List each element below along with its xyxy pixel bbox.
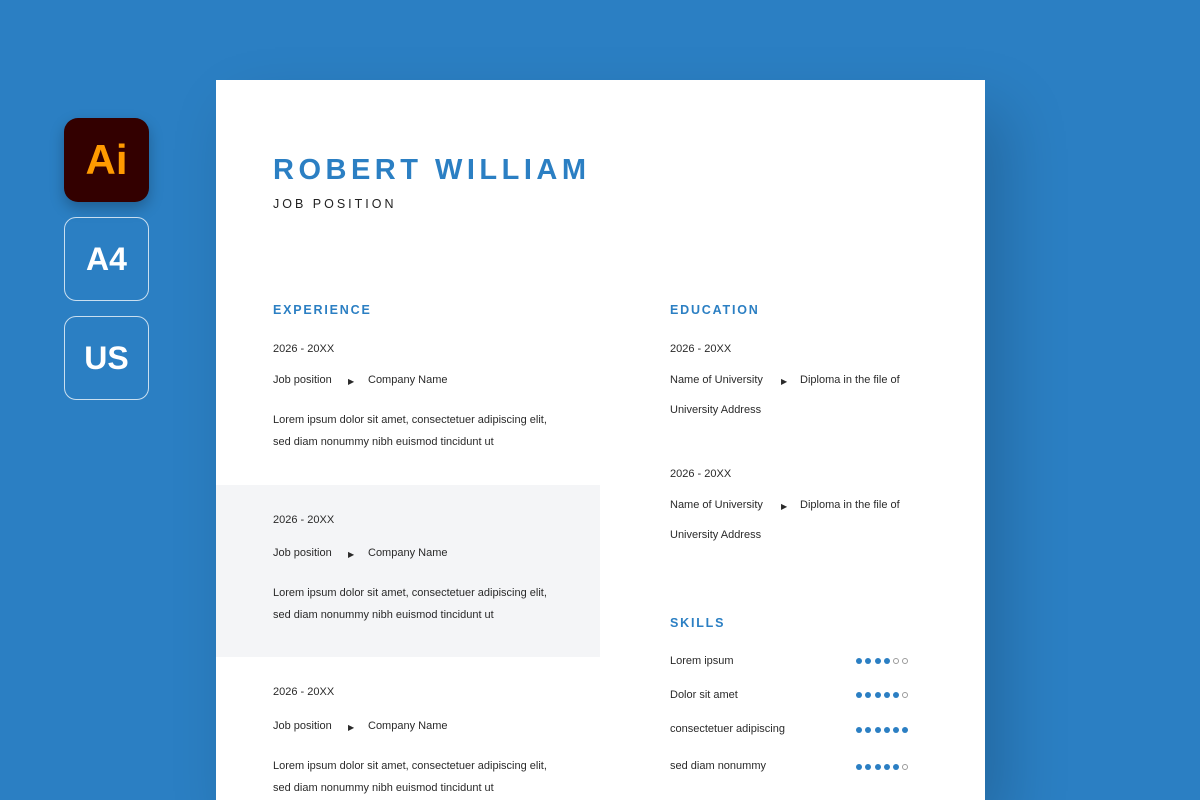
arrow-icon: ▶ (348, 723, 355, 732)
experience-role: Job position (273, 547, 332, 559)
rating-dot-filled (856, 658, 862, 664)
rating-dot-filled (893, 764, 899, 770)
rating-dot-filled (856, 692, 862, 698)
skill-label: Lorem ipsum (670, 655, 734, 667)
experience-company: Company Name (368, 547, 448, 559)
a4-badge: A4 (64, 217, 149, 301)
rating-dot-filled (875, 727, 881, 733)
experience-description (273, 755, 547, 799)
us-badge: US (64, 316, 149, 400)
rating-dot-filled (884, 764, 890, 770)
rating-dot-filled (865, 727, 871, 733)
arrow-icon: ▶ (781, 377, 788, 386)
education-date: 2026 - 20XX (670, 343, 732, 355)
arrow-icon: ▶ (348, 377, 355, 386)
rating-dot-filled (875, 692, 881, 698)
arrow-icon: ▶ (781, 502, 788, 511)
rating-dot-filled (875, 764, 881, 770)
description-line: Lorem ipsum dolor sit amet, consectetuer adipiscing elit, (273, 414, 547, 426)
education-address: University Address (670, 404, 762, 416)
description-line: Lorem ipsum dolor sit amet, consectetuer adipiscing elit, (273, 760, 547, 772)
rating-dot-filled (856, 727, 862, 733)
skill-label: sed diam nonummy (670, 760, 766, 772)
rating-dot-filled (902, 727, 908, 733)
rating-dot-empty (893, 658, 899, 664)
education-date: 2026 - 20XX (670, 468, 732, 480)
experience-highlight-band (216, 485, 600, 657)
rating-dot-filled (865, 692, 871, 698)
experience-date: 2026 - 20XX (273, 514, 335, 526)
illustrator-badge: Ai (64, 118, 149, 202)
experience-company: Company Name (368, 720, 448, 732)
description-line: sed diam nonummy nibh euismod tincidunt ut (273, 782, 494, 794)
rating-dot-filled (884, 658, 890, 664)
education-heading: EDUCATION (670, 303, 760, 317)
skills-heading: SKILLS (670, 616, 726, 630)
experience-company: Company Name (368, 374, 448, 386)
rating-dot-empty (902, 764, 908, 770)
skill-rating (856, 764, 908, 770)
education-university: Name of University (670, 374, 763, 386)
experience-description (273, 409, 547, 453)
experience-description (273, 582, 547, 626)
resume-page (216, 80, 985, 800)
rating-dot-filled (875, 658, 881, 664)
arrow-icon: ▶ (348, 550, 355, 559)
experience-role: Job position (273, 720, 332, 732)
education-diploma: Diploma in the file of (800, 499, 900, 511)
rating-dot-filled (884, 692, 890, 698)
description-line: sed diam nonummy nibh euismod tincidunt ut (273, 609, 494, 621)
rating-dot-filled (893, 727, 899, 733)
education-university: Name of University (670, 499, 763, 511)
education-address: University Address (670, 529, 762, 541)
description-line: sed diam nonummy nibh euismod tincidunt ut (273, 436, 494, 448)
rating-dot-empty (902, 692, 908, 698)
description-line: Lorem ipsum dolor sit amet, consectetuer adipiscing elit, (273, 587, 547, 599)
rating-dot-filled (865, 658, 871, 664)
experience-role: Job position (273, 374, 332, 386)
experience-date: 2026 - 20XX (273, 343, 335, 355)
skill-rating (856, 727, 908, 733)
resume-name: ROBERT WILLIAM (273, 154, 591, 186)
skill-label: Dolor sit amet (670, 689, 738, 701)
rating-dot-filled (865, 764, 871, 770)
skill-rating (856, 692, 908, 698)
education-diploma: Diploma in the file of (800, 374, 900, 386)
rating-dot-filled (856, 764, 862, 770)
skill-label: consectetuer adipiscing (670, 723, 785, 735)
experience-heading: EXPERIENCE (273, 303, 372, 317)
rating-dot-filled (884, 727, 890, 733)
experience-date: 2026 - 20XX (273, 686, 335, 698)
skill-rating (856, 658, 908, 664)
job-position-title: JOB POSITION (273, 197, 397, 211)
rating-dot-empty (902, 658, 908, 664)
rating-dot-filled (893, 692, 899, 698)
